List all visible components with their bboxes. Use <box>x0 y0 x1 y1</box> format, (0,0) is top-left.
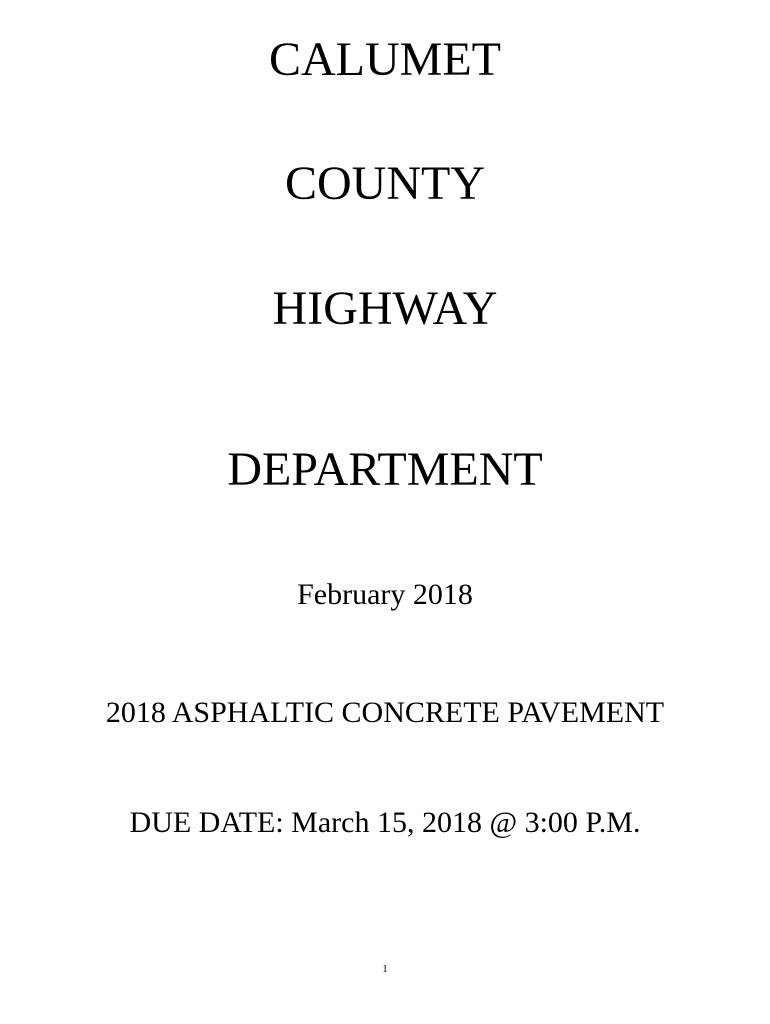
title-line-calumet: CALUMET <box>269 33 501 86</box>
title-line-county: COUNTY <box>285 157 485 210</box>
project-title: 2018 ASPHALTIC CONCRETE PAVEMENT <box>105 696 665 729</box>
due-date: DUE DATE: March 15, 2018 @ 3:00 P.M. <box>129 806 641 839</box>
document-date: February 2018 <box>297 578 473 611</box>
page-number: 1 <box>382 963 388 975</box>
title-line-department: DEPARTMENT <box>227 443 543 496</box>
title-line-highway: HIGHWAY <box>272 282 498 335</box>
